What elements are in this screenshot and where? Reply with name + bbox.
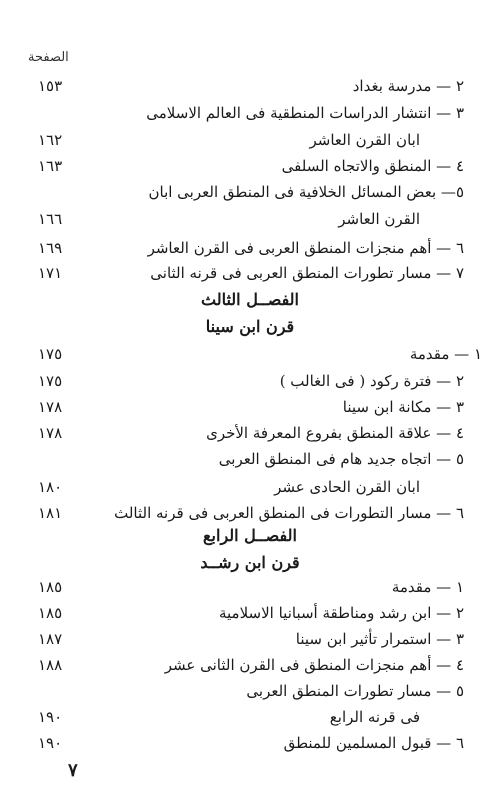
toc-entry-text: ٣ — انتشار الدراسات المنطقية فى العالم الاسلامى [146,104,464,122]
toc-page-number: ١٨١ [38,504,63,522]
toc-entry-text: ٢ — فترة ركود ( فى الغالب ) [279,372,464,390]
toc-entry-text: ٧ — مسار تطورات المنطق العربى فى قرنه الثانى [150,264,464,282]
toc-entry [0,708,500,730]
toc-entry [0,210,500,232]
toc-entry-text: فى قرنه الرابع [329,708,420,726]
toc-page-number: ١٦٩ [38,239,63,257]
toc-entry-text: ١ — مقدمة [409,345,482,363]
toc-entry [0,604,500,626]
toc-page-number: ١٧١ [38,264,63,282]
toc-entry-text: ٢ — مدرسة بغداد [352,77,464,95]
toc-entry [0,656,500,678]
toc-entry-text: ٣ — مكانة ابن سينا [342,398,464,416]
chapter-subtitle: قرن ابن سينا [205,317,295,336]
toc-entry [0,131,500,153]
toc-entry [0,578,500,600]
page-column-header: الصفحة [28,50,69,65]
toc-entry-text: ٦ — قبول المسلمين للمنطق [283,734,464,752]
toc-entry-text: ٤ — أهم منجزات المنطق فى القرن الثانى عشر [164,656,464,674]
toc-entry-text: ٤ — المنطق والاتجاه السلفى [281,157,464,175]
toc-page-number: ١٨٧ [38,630,63,648]
toc-entry [0,504,500,526]
toc-entry [0,104,500,126]
toc-entry-text: ٥— بعض المسائل الخلافية فى المنطق العربى ابان [148,183,464,201]
toc-entry [0,372,500,394]
chapter-title: الفصــل الرابع [203,526,297,545]
toc-page-number: ١٦٣ [38,157,63,175]
toc-entry-text: ٥ — مسار تطورات المنطق العربى [246,682,464,700]
toc-entry [0,682,500,704]
toc-entry-text: ابان القرن الحادى عشر [274,478,420,496]
toc-page-number: ١٦٦ [38,210,63,228]
chapter-title: الفصــل الثالث [201,290,299,309]
toc-entry [0,345,500,367]
toc-entry [0,264,500,286]
toc-page-number: ١٧٨ [38,424,63,442]
toc-page-number: ١٦٢ [38,131,63,149]
toc-entry-text: ٣ — استمرار تأثير ابن سينا [295,630,464,648]
toc-page-number: ١٩٠ [38,708,63,726]
toc-page-number: ١٧٨ [38,398,63,416]
chapter-subtitle: قرن ابن رشــد [200,553,300,572]
toc-entry [0,450,500,472]
toc-entry [0,424,500,446]
toc-entry-text: ٤ — علاقة المنطق بفروع المعرفة الأخرى [206,424,464,442]
toc-page-number: ١٧٥ [38,345,63,363]
toc-page-number: ١٨٥ [38,604,63,622]
toc-entry-text: ٥ — اتجاه جديد هام فى المنطق العربى [218,450,464,468]
toc-page-number: ١٧٥ [38,372,63,390]
toc-entry [0,239,500,261]
toc-entry [0,183,500,205]
toc-entry-text: القرن العاشر [338,210,420,228]
toc-entry-text: ابان القرن العاشر [309,131,420,149]
toc-entry [0,77,500,99]
toc-entry-text: ٦ — مسار التطورات فى المنطق العربى فى قرنه الثالث [114,504,464,522]
toc-entry [0,734,500,756]
toc-entry [0,157,500,179]
toc-page-number: ١٩٠ [38,734,63,752]
toc-page-number: ١٥٣ [38,77,63,95]
toc-entry [0,630,500,652]
toc-entry [0,478,500,500]
toc-entry-text: ٢ — ابن رشد ومناطقة أسبانيا الاسلامية [218,604,464,622]
toc-entry [0,398,500,420]
toc-entry-text: ١ — مقدمة [391,578,464,596]
page-number: ٧ [68,760,78,781]
toc-page-number: ١٨٥ [38,578,63,596]
toc-entry-text: ٦ — أهم منجزات المنطق العربى فى القرن العاشر [147,239,464,257]
toc-page-number: ١٨٨ [38,656,63,674]
toc-page-number: ١٨٠ [38,478,63,496]
